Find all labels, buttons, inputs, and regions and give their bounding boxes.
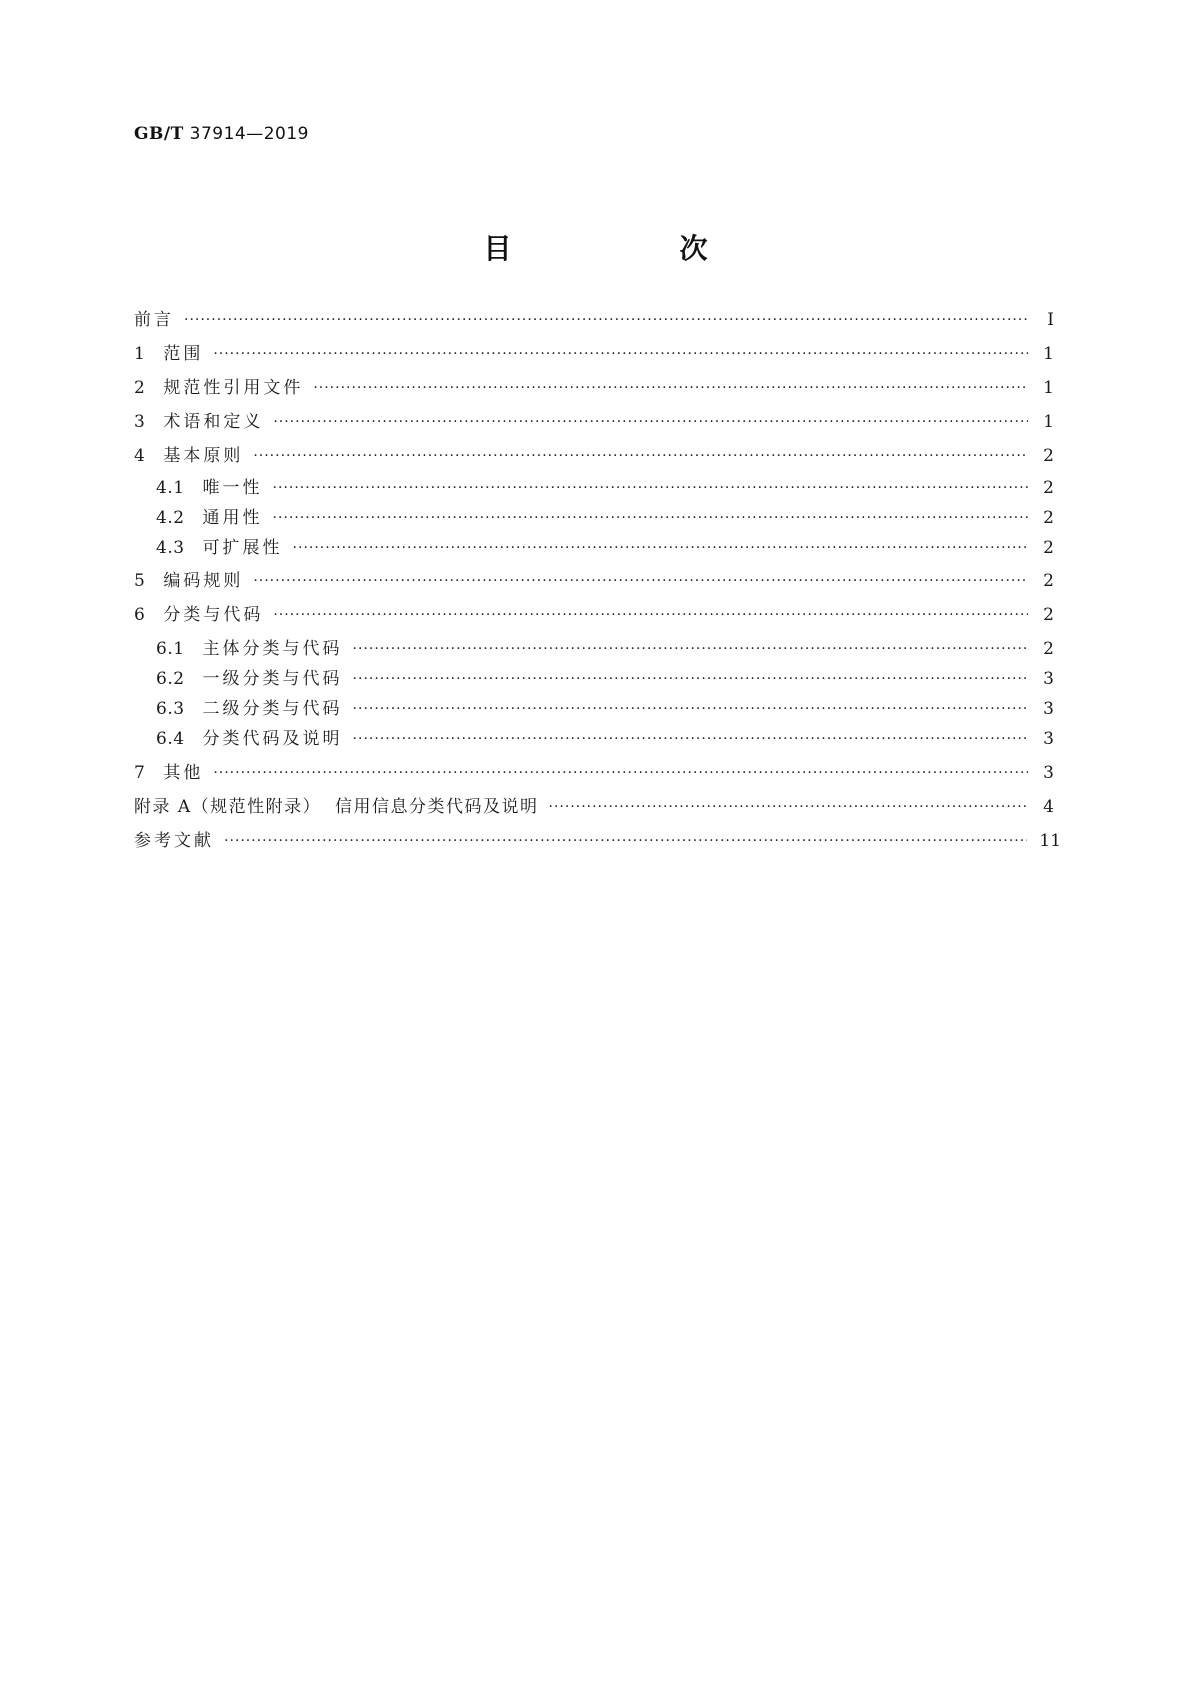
toc-entry-page: 2 — [1043, 639, 1054, 659]
toc-dot-leader — [353, 727, 1028, 751]
toc-entry-page: 2 — [1043, 478, 1054, 498]
toc-dot-leader — [353, 667, 1028, 691]
toc-entry-number: 2 — [134, 378, 146, 398]
toc-entry-foreword[interactable] — [134, 308, 1054, 332]
toc-entry-4-1[interactable] — [134, 476, 1054, 500]
toc-entry-page: 3 — [1043, 763, 1054, 783]
toc-entry-appendix-a[interactable] — [134, 795, 1054, 819]
toc-entry-2[interactable] — [134, 376, 1054, 400]
toc-dot-leader — [253, 569, 1028, 593]
toc-entry-number: 3 — [134, 412, 146, 432]
toc-entry-4-3[interactable] — [134, 536, 1054, 560]
toc-entry-label: 分类与代码 — [163, 605, 264, 625]
toc-entry-1[interactable] — [134, 342, 1054, 366]
toc-entry-3[interactable] — [134, 410, 1054, 434]
toc-entry-number: 7 — [134, 763, 146, 783]
toc-entry-label: 主体分类与代码 — [202, 639, 343, 659]
toc-entry-number: 4.1 — [156, 478, 185, 498]
standard-code — [134, 124, 309, 144]
toc-entry-page: 3 — [1043, 729, 1054, 749]
toc-title: 目 次 — [483, 232, 778, 265]
toc-entry-label: 参考文献 — [134, 831, 214, 851]
toc-entry-label: 范围 — [163, 344, 204, 364]
toc-entry-page: 2 — [1043, 605, 1054, 625]
toc-entry-label: 前言 — [134, 310, 174, 330]
toc-entry-label: 其他 — [163, 763, 204, 783]
toc-dot-leader — [273, 410, 1028, 434]
toc-entry-page: 4 — [1043, 797, 1054, 817]
toc-entry-page: Ⅰ — [1047, 310, 1054, 330]
toc-entry-page: 1 — [1043, 378, 1054, 398]
toc-entry-6-2[interactable] — [134, 667, 1054, 691]
toc-entry-4-2[interactable] — [134, 506, 1054, 530]
toc-dot-leader — [549, 795, 1029, 819]
toc-entry-6-3[interactable] — [134, 697, 1054, 721]
toc-entry-number: 6 — [134, 605, 146, 625]
toc-entry-label: 二级分类与代码 — [202, 699, 343, 719]
toc-dot-leader — [273, 506, 1028, 530]
toc-entry-label: 基本原则 — [163, 446, 244, 466]
toc-dot-leader — [353, 697, 1028, 721]
toc-entry-page: 2 — [1043, 538, 1054, 558]
toc-entry-number: 1 — [134, 344, 146, 364]
toc-entry-number: 6.3 — [156, 699, 185, 719]
standard-number: 37914—2019 — [189, 124, 309, 144]
toc-dot-leader — [353, 637, 1028, 661]
toc-dot-leader — [253, 444, 1028, 468]
toc-dot-leader — [224, 829, 1027, 853]
toc-dot-leader — [273, 603, 1028, 627]
toc-entry-label: 规范性引用文件 — [163, 378, 304, 398]
toc-entry-number: 5 — [134, 571, 146, 591]
toc-entry-6-4[interactable] — [134, 727, 1054, 751]
toc-entry-page: 1 — [1043, 344, 1054, 364]
toc-entry-label: 编码规则 — [163, 571, 244, 591]
toc-entry-page: 3 — [1043, 669, 1054, 689]
toc-dot-leader — [213, 761, 1028, 785]
toc-entry-page: 3 — [1043, 699, 1054, 719]
toc-entry-label: 一级分类与代码 — [202, 669, 343, 689]
toc-entry-page: 2 — [1043, 508, 1054, 528]
toc-dot-leader — [213, 342, 1028, 366]
toc-entry-number: 4 — [134, 446, 146, 466]
toc-entry-page: 2 — [1043, 446, 1054, 466]
toc-entry-page: 1 — [1043, 412, 1054, 432]
toc-entry-references[interactable] — [134, 829, 1062, 853]
toc-entry-page: 2 — [1043, 571, 1054, 591]
toc-entry-5[interactable] — [134, 569, 1054, 593]
toc-entry-number: 4.2 — [156, 508, 185, 528]
toc-entry-4[interactable] — [134, 444, 1054, 468]
toc-entry-number: 6.1 — [156, 639, 185, 659]
toc-dot-leader — [293, 536, 1028, 560]
toc-entry-7[interactable] — [134, 761, 1054, 785]
toc-entry-6[interactable] — [134, 603, 1054, 627]
toc-entry-label: 可扩展性 — [202, 538, 283, 558]
toc-entry-number: 6.2 — [156, 669, 185, 689]
toc-entry-label: 通用性 — [202, 508, 263, 528]
toc-entry-page: 11 — [1039, 831, 1062, 851]
toc-entry-number: 6.4 — [156, 729, 185, 749]
toc-dot-leader — [273, 476, 1028, 500]
toc-dot-leader — [313, 376, 1028, 400]
toc-entry-6-1[interactable] — [134, 637, 1054, 661]
toc-entry-label: 附录 A（规范性附录） 信用信息分类代码及说明 — [134, 797, 539, 817]
toc-entry-label: 唯一性 — [202, 478, 263, 498]
standard-prefix: GB/T — [134, 124, 184, 144]
toc-entry-label: 术语和定义 — [163, 412, 264, 432]
toc-dot-leader — [184, 308, 1028, 332]
toc-entry-label: 分类代码及说明 — [202, 729, 343, 749]
toc-entry-number: 4.3 — [156, 538, 185, 558]
